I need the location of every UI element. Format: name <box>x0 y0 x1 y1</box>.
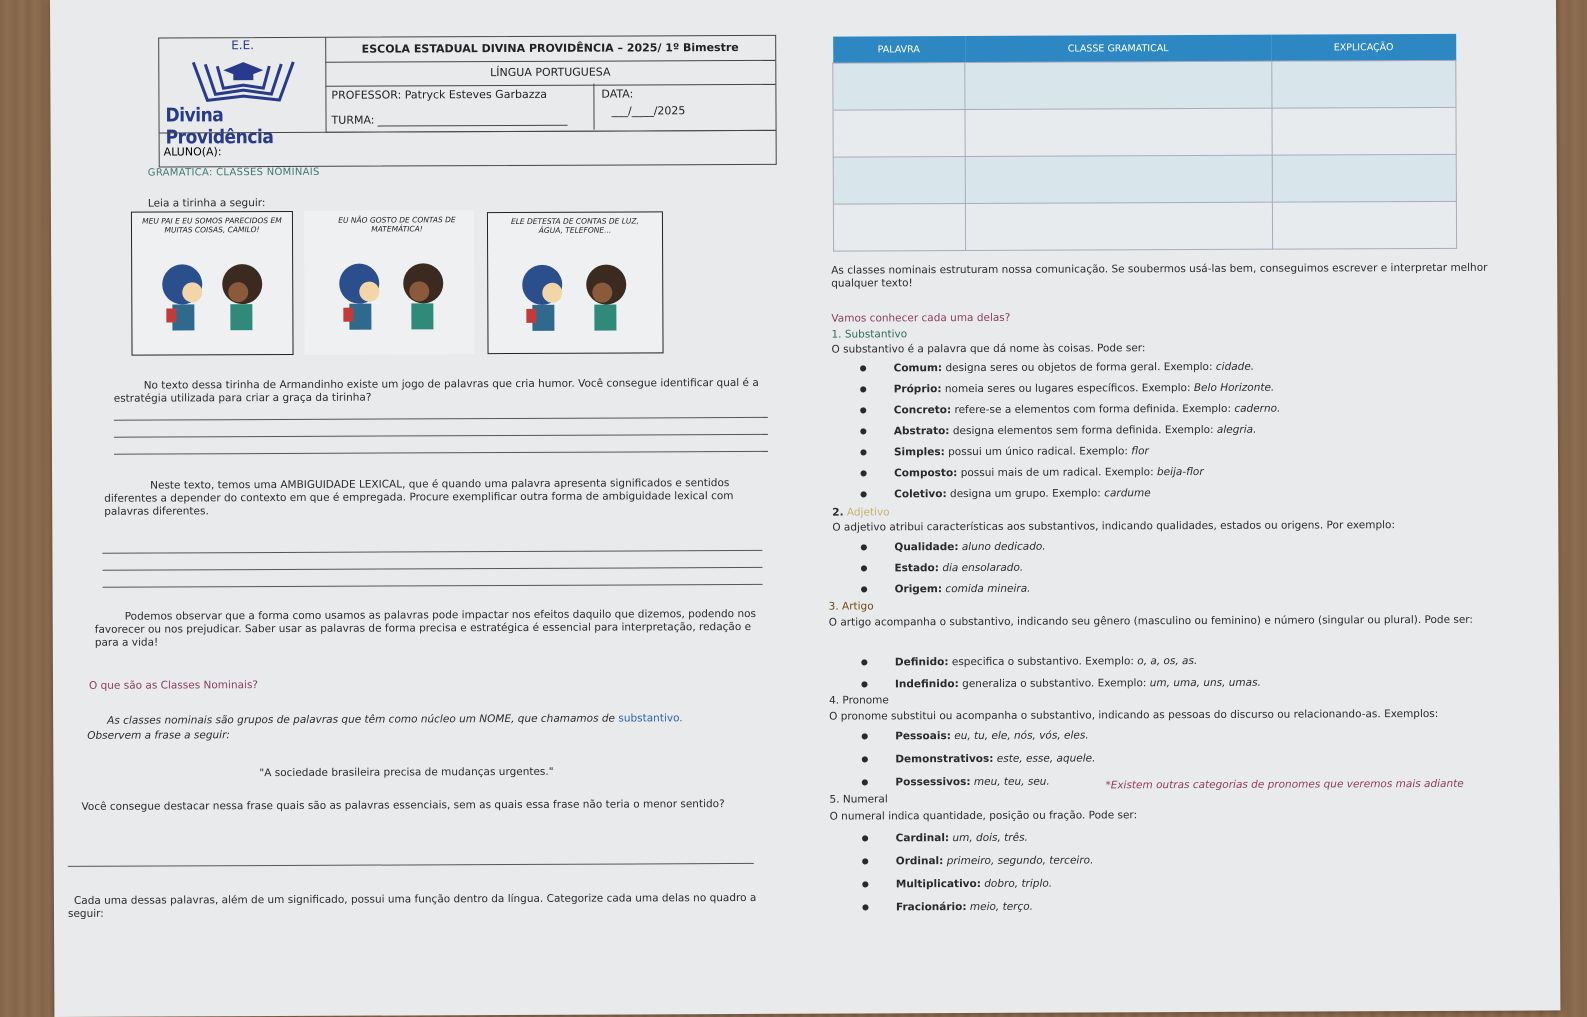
section-pronome: 4. Pronome <box>829 694 889 707</box>
table-cell[interactable] <box>965 155 1272 203</box>
answer-line[interactable] <box>114 417 768 421</box>
definition-text: As classes nominais são grupos de palavras que têm como núcleo um NOME, que chamamos de <box>107 712 616 727</box>
list-item: ● Indefinido: generaliza o substantivo. Exemplo: um, uma, uns, umas. <box>895 677 1261 691</box>
turma-label[interactable]: TURMA: <box>331 113 375 127</box>
table-cell[interactable] <box>965 61 1272 109</box>
table-cell[interactable] <box>1272 107 1456 155</box>
table-header-row <box>833 34 1456 63</box>
comic-panel-2 <box>304 210 475 355</box>
teacher-row <box>325 84 775 133</box>
list-item: ● Abstrato: designa elementos sem forma definida. Exemplo: alegria. <box>894 424 1257 438</box>
list-item: ● Definido: especifica o substantivo. Exemplo: o, a, os, as. <box>895 655 1197 668</box>
date-label: DATA: <box>601 87 634 101</box>
comic-characters-icon <box>142 250 282 351</box>
answer-line[interactable] <box>114 451 768 455</box>
list-item: ● Concreto: refere-se a elementos com forma definida. Exemplo: caderno. <box>894 403 1281 417</box>
comic-balloon-2: EU NÃO GOSTO DE CONTAS DE MATEMÁTICA! <box>338 215 456 234</box>
subject-name: LÍNGUA PORTUGUESA <box>325 60 775 87</box>
table-row <box>833 154 1456 204</box>
pronome-desc: O pronome substitui ou acompanha o substantivo, indicando as pessoas do discurso ou relacionando-as. Exemplos: <box>829 707 1439 723</box>
date-field[interactable]: ___/____/2025 <box>611 104 686 118</box>
aluno-label: ALUNO(A): <box>163 145 222 159</box>
section-numeral: 5. Numeral <box>829 793 888 806</box>
comic-intro: Leia a tirinha a seguir: <box>147 197 266 210</box>
comic-balloon-1: MEU PAI E EU SOMOS PARECIDOS EM MUITAS COISAS, CAMILO! <box>142 215 282 235</box>
header-box <box>158 35 777 168</box>
table-header: EXPLICAÇÃO <box>1271 34 1455 61</box>
adjetivo-desc: O adjetivo atribui características aos substantivos, indicando qualidades, estados ou origens. Por exemplo: <box>832 519 1396 534</box>
table-cell[interactable] <box>833 204 965 252</box>
grammar-table <box>832 34 1457 252</box>
substantivo-desc: O substantivo é a palavra que dá nome às coisas. Pode ser: <box>831 342 1146 356</box>
table-cell[interactable] <box>833 63 965 111</box>
table-row <box>833 107 1456 157</box>
table-header: CLASSE GRAMATICAL <box>965 35 1272 63</box>
comic-characters-icon <box>319 249 459 350</box>
table-header: PALAVRA <box>833 36 965 63</box>
substantivo-link: substantivo. <box>618 712 683 725</box>
school-name: ESCOLA ESTADUAL DIVINA PROVIDÊNCIA – 2025/ 1º Bimestre <box>325 36 775 63</box>
answer-line[interactable] <box>102 567 762 571</box>
quote-sentence: "A sociedade brasileira precisa de mudanças urgentes." <box>259 765 554 780</box>
classes-heading-text: O que são as Classes Nominais? <box>88 679 259 692</box>
table-cell[interactable] <box>1272 201 1456 249</box>
table-cell[interactable] <box>833 110 965 158</box>
list-item: ● Possessivos: meu, teu, seu. <box>895 776 1049 789</box>
list-item: ● Demonstrativos: este, esse, aquele. <box>895 752 1095 765</box>
artigo-desc: O artigo acompanha o substantivo, indicando seu gênero (masculino ou feminino) e número (singular ou plural). Pode ser: <box>828 613 1473 629</box>
list-item: ● Qualidade: aluno dedicado. <box>894 541 1045 554</box>
comic-balloon-3: ELE DETESTA DE CONTAS DE LUZ, ÁGUA, TELEFONE... <box>510 216 639 235</box>
table-cell[interactable] <box>965 202 1272 250</box>
aluno-field[interactable] <box>160 130 776 168</box>
comic-panel-3 <box>487 211 664 354</box>
list-item: ● Fracionário: meio, terço. <box>896 901 1033 914</box>
question-4: Cada uma dessas palavras, além de um significado, possui uma função dentro da língua. Categorize cada uma delas no quadro a seguir: <box>67 891 757 920</box>
list-item: ● Ordinal: primeiro, segundo, terceiro. <box>896 854 1094 867</box>
answer-line[interactable] <box>102 550 762 554</box>
answer-line[interactable] <box>114 434 768 438</box>
list-item: ● Próprio: nomeia seres ou lugares específicos. Exemplo: Belo Horizonte. <box>894 382 1275 396</box>
observe-text: Observem a frase a seguir: <box>87 729 230 742</box>
question-1: No texto dessa tirinha de Armandinho existe um jogo de palavras que cria humor. Você consegue identificar qual é a estratégia utilizada para criar a graça da tirinha? <box>113 376 759 405</box>
classes-intro: As classes nominais estruturam nossa comunicação. Se soubermos usá-las bem, conseguimos escrever e interpretar melhor qualquer texto! <box>831 261 1488 290</box>
section-adjetivo: 2. Adjetivo <box>832 506 890 519</box>
table-cell[interactable] <box>1272 60 1456 108</box>
logo-name: Divina Providência <box>165 104 274 149</box>
teacher-name: PROFESSOR: Patryck Esteves Garbazza <box>331 87 548 102</box>
worksheet-page <box>50 0 1560 1017</box>
table-row <box>833 201 1456 251</box>
question-2: Neste texto, temos uma AMBIGUIDADE LEXICAL, que é quando uma palavra apresenta significados e sentidos diferentes a depender do contexto em que é empregada. Procure exemplificar outra forma de ambiguidade lexical com palavras diferentes. <box>104 477 734 518</box>
list-item: ● Pessoais: eu, tu, ele, nós, vós, eles. <box>895 729 1088 742</box>
table-row <box>833 60 1456 110</box>
school-logo <box>159 38 326 149</box>
list-item: ● Comum: designa seres ou objetos de forma geral. Exemplo: cidade. <box>894 361 1255 375</box>
pronome-note: *Existem outras categorias de pronomes que veremos mais adiante <box>1105 777 1464 792</box>
list-item: ● Estado: dia ensolarado. <box>894 562 1023 575</box>
table-cell[interactable] <box>965 108 1272 156</box>
numeral-desc: O numeral indica quantidade, posição ou fração. Pode ser: <box>829 809 1138 823</box>
comic-characters-icon <box>502 250 642 351</box>
list-item: ● Composto: possui mais de um radical. Exemplo: beija-flor <box>894 466 1204 479</box>
list-item: ● Multiplicativo: dobro, triplo. <box>896 878 1052 891</box>
list-item: ● Cardinal: um, dois, três. <box>896 832 1028 845</box>
classes-heading <box>89 679 258 693</box>
paragraph-impact: Podemos observar que a forma como usamos as palavras pode impactar nos efeitos daquilo que dizemos, podendo nos favorecer ou nos prejudicar. Saber usar as palavras de forma precisa e estratégica é essencial para interpretação, redação e para a vida! <box>94 607 757 649</box>
question-3: Você consegue destacar nessa frase quais são as palavras essenciais, sem as quais essa frase não teria o menor sentido? <box>81 798 725 813</box>
section-title: GRAMÁTICA: CLASSES NOMINAIS <box>147 166 320 179</box>
list-item: ● Simples: possui um único radical. Exemplo: flor <box>894 445 1149 458</box>
answer-line[interactable] <box>103 584 763 588</box>
definition-paragraph <box>89 712 789 728</box>
list-item: ● Origem: comida mineira. <box>895 583 1031 596</box>
book-cap-icon <box>187 52 299 104</box>
table-cell[interactable] <box>1272 154 1456 202</box>
list-item: ● Coletivo: designa um grupo. Exemplo: cardume <box>894 487 1151 500</box>
section-artigo: 3. Artigo <box>828 600 874 613</box>
logo-ee: E.E. <box>231 38 255 53</box>
comic-panel-1 <box>131 211 294 356</box>
table-cell[interactable] <box>833 157 965 205</box>
vamos-heading: Vamos conhecer cada uma delas? <box>831 311 1011 325</box>
section-substantivo: 1. Substantivo <box>831 328 908 341</box>
answer-line[interactable] <box>68 863 754 867</box>
